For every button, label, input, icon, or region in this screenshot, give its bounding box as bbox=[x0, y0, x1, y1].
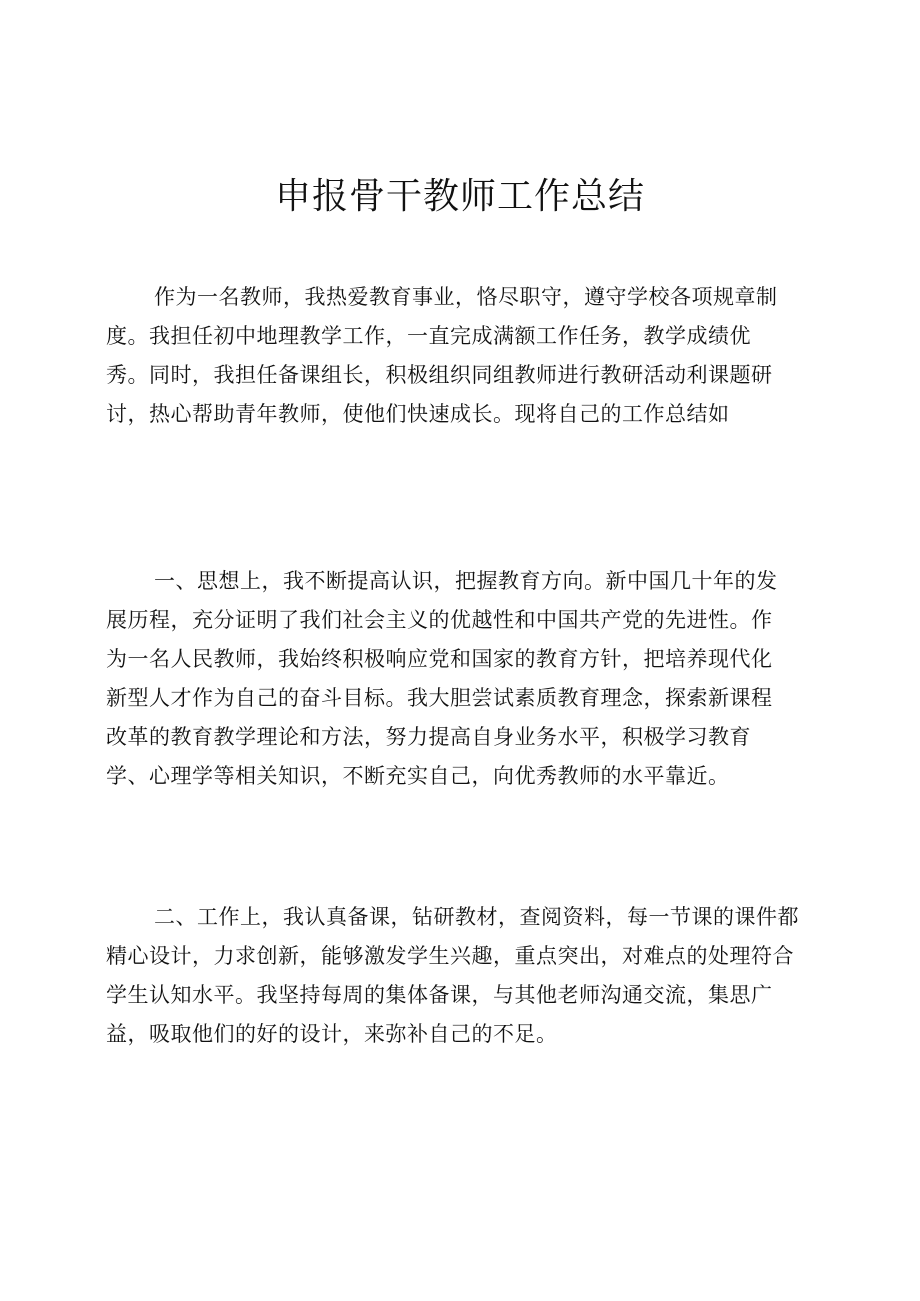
paragraph-line: 秀。同时，我担任备课组长，积极组织同组教师进行教研活动利课题研 bbox=[106, 363, 773, 387]
paragraph-line: 改革的教育教学理论和方法，努力提高自身业务水平，积极学习教育 bbox=[106, 725, 751, 749]
paragraph-line: 益，吸取他们的好的设计，来弥补自己的不足。 bbox=[106, 1022, 558, 1046]
paragraph-line: 为一名人民教师，我始终积极响应党和国家的教育方针，把培养现代化 bbox=[106, 647, 773, 671]
paragraph-line: 作为一名教师，我热爱教育事业，恪尽职守，遵守学校各项规章制 bbox=[154, 285, 778, 309]
paragraph-line: 精心设计，力求创新，能够激发学生兴趣，重点突出，对难点的处理符合 bbox=[106, 944, 794, 968]
paragraph-line: 新型人才作为自己的奋斗目标。我大胆尝试素质教育理念，探索新课程 bbox=[106, 686, 773, 710]
paragraph-line: 学生认知水平。我坚持每周的集体备课，与其他老师沟通交流，集思广 bbox=[106, 983, 773, 1007]
paragraph-line: 一、思想上，我不断提高认识，把握教育方向。新中国几十年的发 bbox=[154, 569, 778, 593]
paragraph-intro bbox=[106, 278, 778, 434]
document-title: 申报骨干教师工作总结 bbox=[274, 176, 645, 217]
paragraph-work bbox=[106, 898, 799, 1054]
paragraph-line: 展历程，充分证明了我们社会主义的优越性和中国共产党的先进性。作 bbox=[106, 608, 773, 632]
paragraph-line: 二、工作上，我认真备课，钻研教材，查阅资料，每一节课的课件都 bbox=[154, 905, 799, 929]
paragraph-line: 讨，热心帮助青年教师，使他们快速成长。现将自己的工作总结如 bbox=[106, 402, 730, 426]
paragraph-line: 学、心理学等相关知识，不断充实自己，向优秀教师的水平靠近。 bbox=[106, 764, 730, 788]
paragraph-ideology bbox=[106, 562, 778, 796]
paragraph-line: 度。我担任初中地理教学工作，一直完成满额工作任务，教学成绩优 bbox=[106, 324, 751, 348]
